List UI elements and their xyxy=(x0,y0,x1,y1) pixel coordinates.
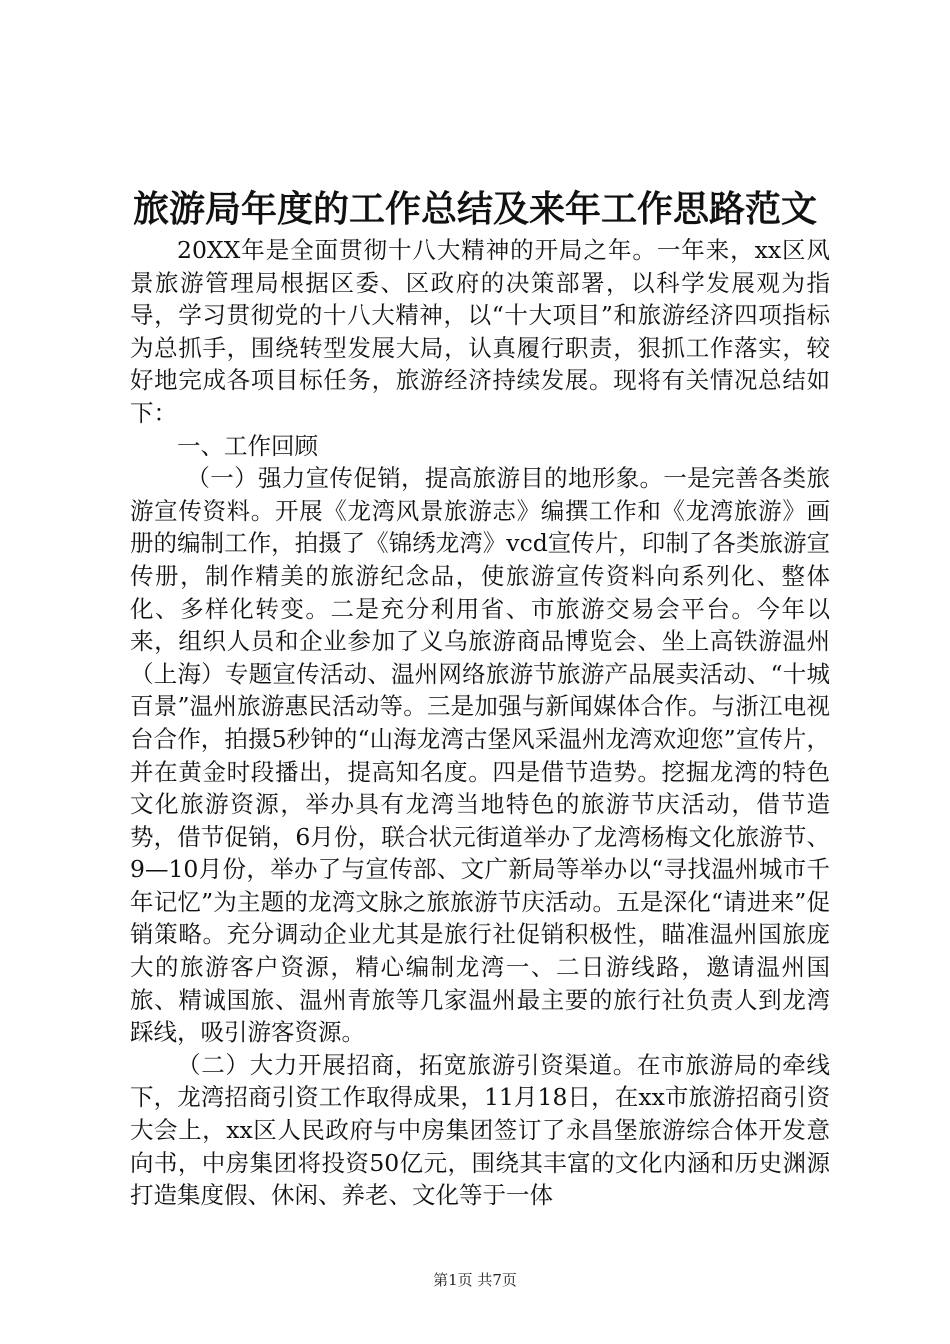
page-footer: 第1页 共7页 xyxy=(433,1271,517,1289)
paragraph-intro: 20XX年是全面贯彻十八大精神的开局之年。一年来，xx区风景旅游管理局根据区委、区政府的决策部署，以科学发展观为指导，学习贯彻党的十八大精神，以“十大项目”和旅游经济四项指标为总抓手，围绕转型发展大局，认真履行职责，狠抓工作落实，较好地完成各项目标任务，旅游经济持续发展。现将有关情况总结如下： xyxy=(130,236,830,427)
document-title: 旅游局年度的工作总结及来年工作思路范文 xyxy=(132,188,817,230)
section-heading: 一、工作回顾 xyxy=(177,431,318,460)
paragraph-section-2: （二）大力开展招商，拓宽旅游引资渠道。在市旅游局的牵线下，龙湾招商引资工作取得成果，11月18日，在xx市旅游招商引资大会上，xx区人民政府与中房集团签订了永昌堡旅游综合体开发意向书，中房集团将投资50亿元，围绕其丰富的文化内涵和历史渊源打造集度假、休闲、养老、文化等于一体 xyxy=(130,1050,830,1210)
document-body xyxy=(130,234,830,1212)
paragraph-section-1: （一）强力宣传促销，提高旅游目的地形象。一是完善各类旅游宣传资料。开展《龙湾风景旅游志》编撰工作和《龙湾旅游》画册的编制工作，拍摄了《锦绣龙湾》vcd宣传片，印制了各类旅游宣传册，制作精美的旅游纪念品，使旅游宣传资料向系列化、整体化、多样化转变。二是充分利用省、市旅游交易会平台。今年以来，组织人员和企业参加了义乌旅游商品博览会、坐上高铁游温州（上海）专题宣传活动、温州网络旅游节旅游产品展卖活动、“十城百景”温州旅游惠民活动等。三是加强与新闻媒体合作。与浙江电视台合作，拍摄5秒钟的“山海龙湾古堡风采温州龙湾欢迎您”宣传片，并在黄金时段播出，提高知名度。四是借节造势。挖掘龙湾的特色文化旅游资源，举办具有龙湾当地特色的旅游节庆活动，借节造势，借节促销，6月份，联合状元街道举办了龙湾杨梅文化旅游节、9—10月份，举办了与宣传部、文广新局等举办以“寻找温州城市千年记忆”为主题的龙湾文脉之旅旅游节庆活动。五是深化“请进来”促销策略。充分调动企业尤其是旅行社促销积极性，瞄准温州国旅庞大的旅游客户资源，精心编制龙湾一、二日游线路，邀请温州国旅、精诚国旅、温州青旅等几家温州最主要的旅行社负责人到龙湾踩线，吸引游客资源。 xyxy=(130,464,830,1047)
